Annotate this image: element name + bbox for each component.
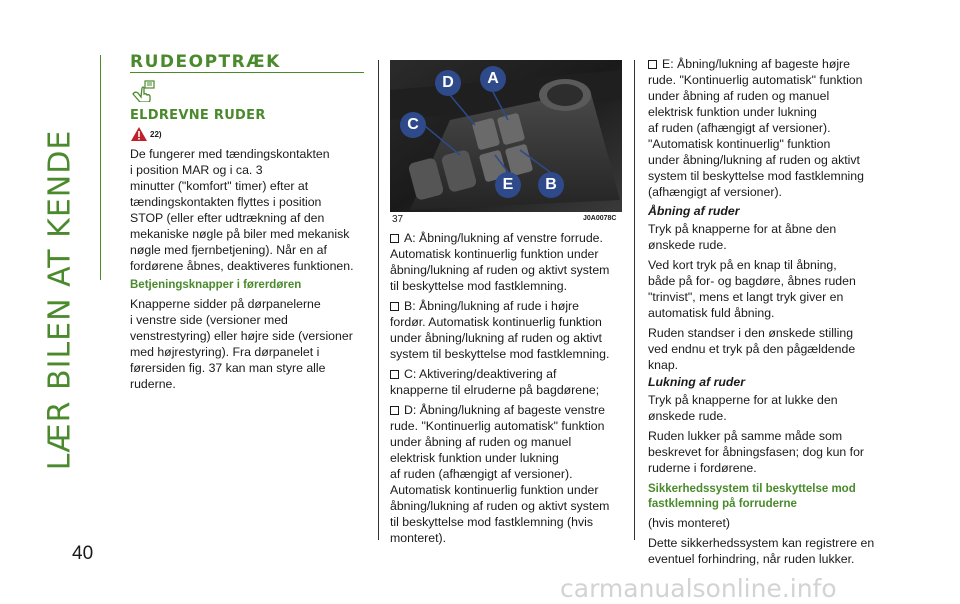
subsection-title: ELDREVNE RUDER (130, 108, 266, 123)
safety-heading: Sikkerhedssystem til beskyttelse mod fastklemning på forruderne (648, 483, 856, 510)
bullet-icon (648, 60, 657, 69)
section-rule (130, 72, 364, 73)
item-b: B: Åbning/lukning af rude i højre fordør. Automatisk kontinuerlig funktion under åbning/lukning af ruden og aktivt system til beskyttelse mod fastklemning. (390, 299, 610, 361)
callout-b: B (538, 172, 564, 198)
closing-heading: Lukning af ruder (648, 375, 746, 389)
driver-door-heading: Betjeningsknapper i førerdøren (130, 279, 302, 291)
figure-number: 37 (392, 214, 404, 225)
bullet-icon (390, 370, 399, 379)
opening-heading: Åbning af ruder (648, 204, 740, 218)
intro-paragraph: De fungerer med tændingskontakten i position MAR og i ca. 3 minutter ("komfort" timer) efter at tændingskontakten flyttes i position STOP (eller efter udtrækning af den mekaniske nøgle på biler med mekanisk nøgle med fjernbetjening). Når en af fordørene åbnes, deaktiveres funktionen. (130, 147, 354, 273)
door-panel-photo (390, 60, 622, 212)
bullet-icon (390, 302, 399, 311)
figure-code: J0A0078C (583, 215, 617, 222)
touch-icon (130, 80, 154, 102)
page-number: 40 (72, 543, 94, 564)
callout-a: A (480, 66, 506, 92)
callout-e: E (495, 172, 521, 198)
driver-door-paragraph: Knapperne sidder på dørpanelerne i venstre side (versioner med venstrestyring) eller højre side (versioner med højrestyring). Fra dørpanelet i førersiden fig. 37 kan man styre alle ruderne. (130, 297, 353, 391)
opening-paragraph-3: Ruden standser i den ønskede stilling ved endnu et tryk på den pågældende knap. (648, 326, 856, 372)
warning-reference: 22) (150, 130, 162, 139)
section-title: RUDEOPTRÆK (130, 52, 281, 72)
item-e: E: Åbning/lukning af bageste højre rude. "Kontinuerlig automatisk" funktion under åbning af ruden og manuel elektrisk funktion under lukning af ruden (afhængigt af versioner). "Automatisk kontinuerlig" funktion under åbning/lukning af ruden og aktivt system til beskyttelse mod fastklemning (afhængigt af versioner). (648, 57, 864, 199)
item-a: A: Åbning/lukning af venstre forrude. Automatisk kontinuerlig funktion under åbning/lukning af ruden og aktivt system til beskyttelse mod fastklemning. (390, 231, 610, 293)
opening-paragraph-1: Tryk på knapperne for at åbne den ønskede rude. (648, 222, 837, 252)
closing-paragraph-2: Ruden lukker på samme måde som beskrevet for åbningsfasen; dog kun for ruderne i fordørene. (648, 429, 865, 475)
warning-icon (130, 126, 148, 147)
chapter-divider (100, 55, 101, 280)
bullet-icon (390, 234, 399, 243)
safety-paragraph-2: Dette sikkerhedssystem kan registrere en eventuel forhindring, når ruden lukker. (648, 536, 875, 566)
item-c: C: Aktivering/deaktivering af knapperne til elruderne på bagdørene; (390, 367, 600, 397)
opening-paragraph-2: Ved kort tryk på en knap til åbning, både på for- og bagdøre, åbnes ruden "trinvist", mens et langt tryk giver en automatisk fuld åbning. (648, 258, 856, 320)
chapter-side-title: LÆR BILEN AT KENDE (42, 129, 78, 471)
callout-d: D (435, 70, 461, 96)
watermark: carmanualsonline.info (560, 574, 837, 603)
bullet-icon (390, 406, 399, 415)
column-divider (378, 60, 379, 540)
callout-c: C (400, 112, 426, 138)
closing-paragraph-1: Tryk på knapperne for at lukke den ønskede rude. (648, 393, 838, 423)
column-divider (634, 60, 635, 540)
item-d: D: Åbning/lukning af bageste venstre rude. "Kontinuerlig automatisk" funktion under åbning af ruden og manuel elektrisk funktion under lukning af ruden (afhængigt af versioner). Automatisk kontinuerlig funktion under åbning/lukning af ruden og aktivt system til beskyttelse mod fastklemning (hvis monteret). (390, 403, 610, 545)
safety-paragraph-1: (hvis monteret) (648, 516, 731, 530)
